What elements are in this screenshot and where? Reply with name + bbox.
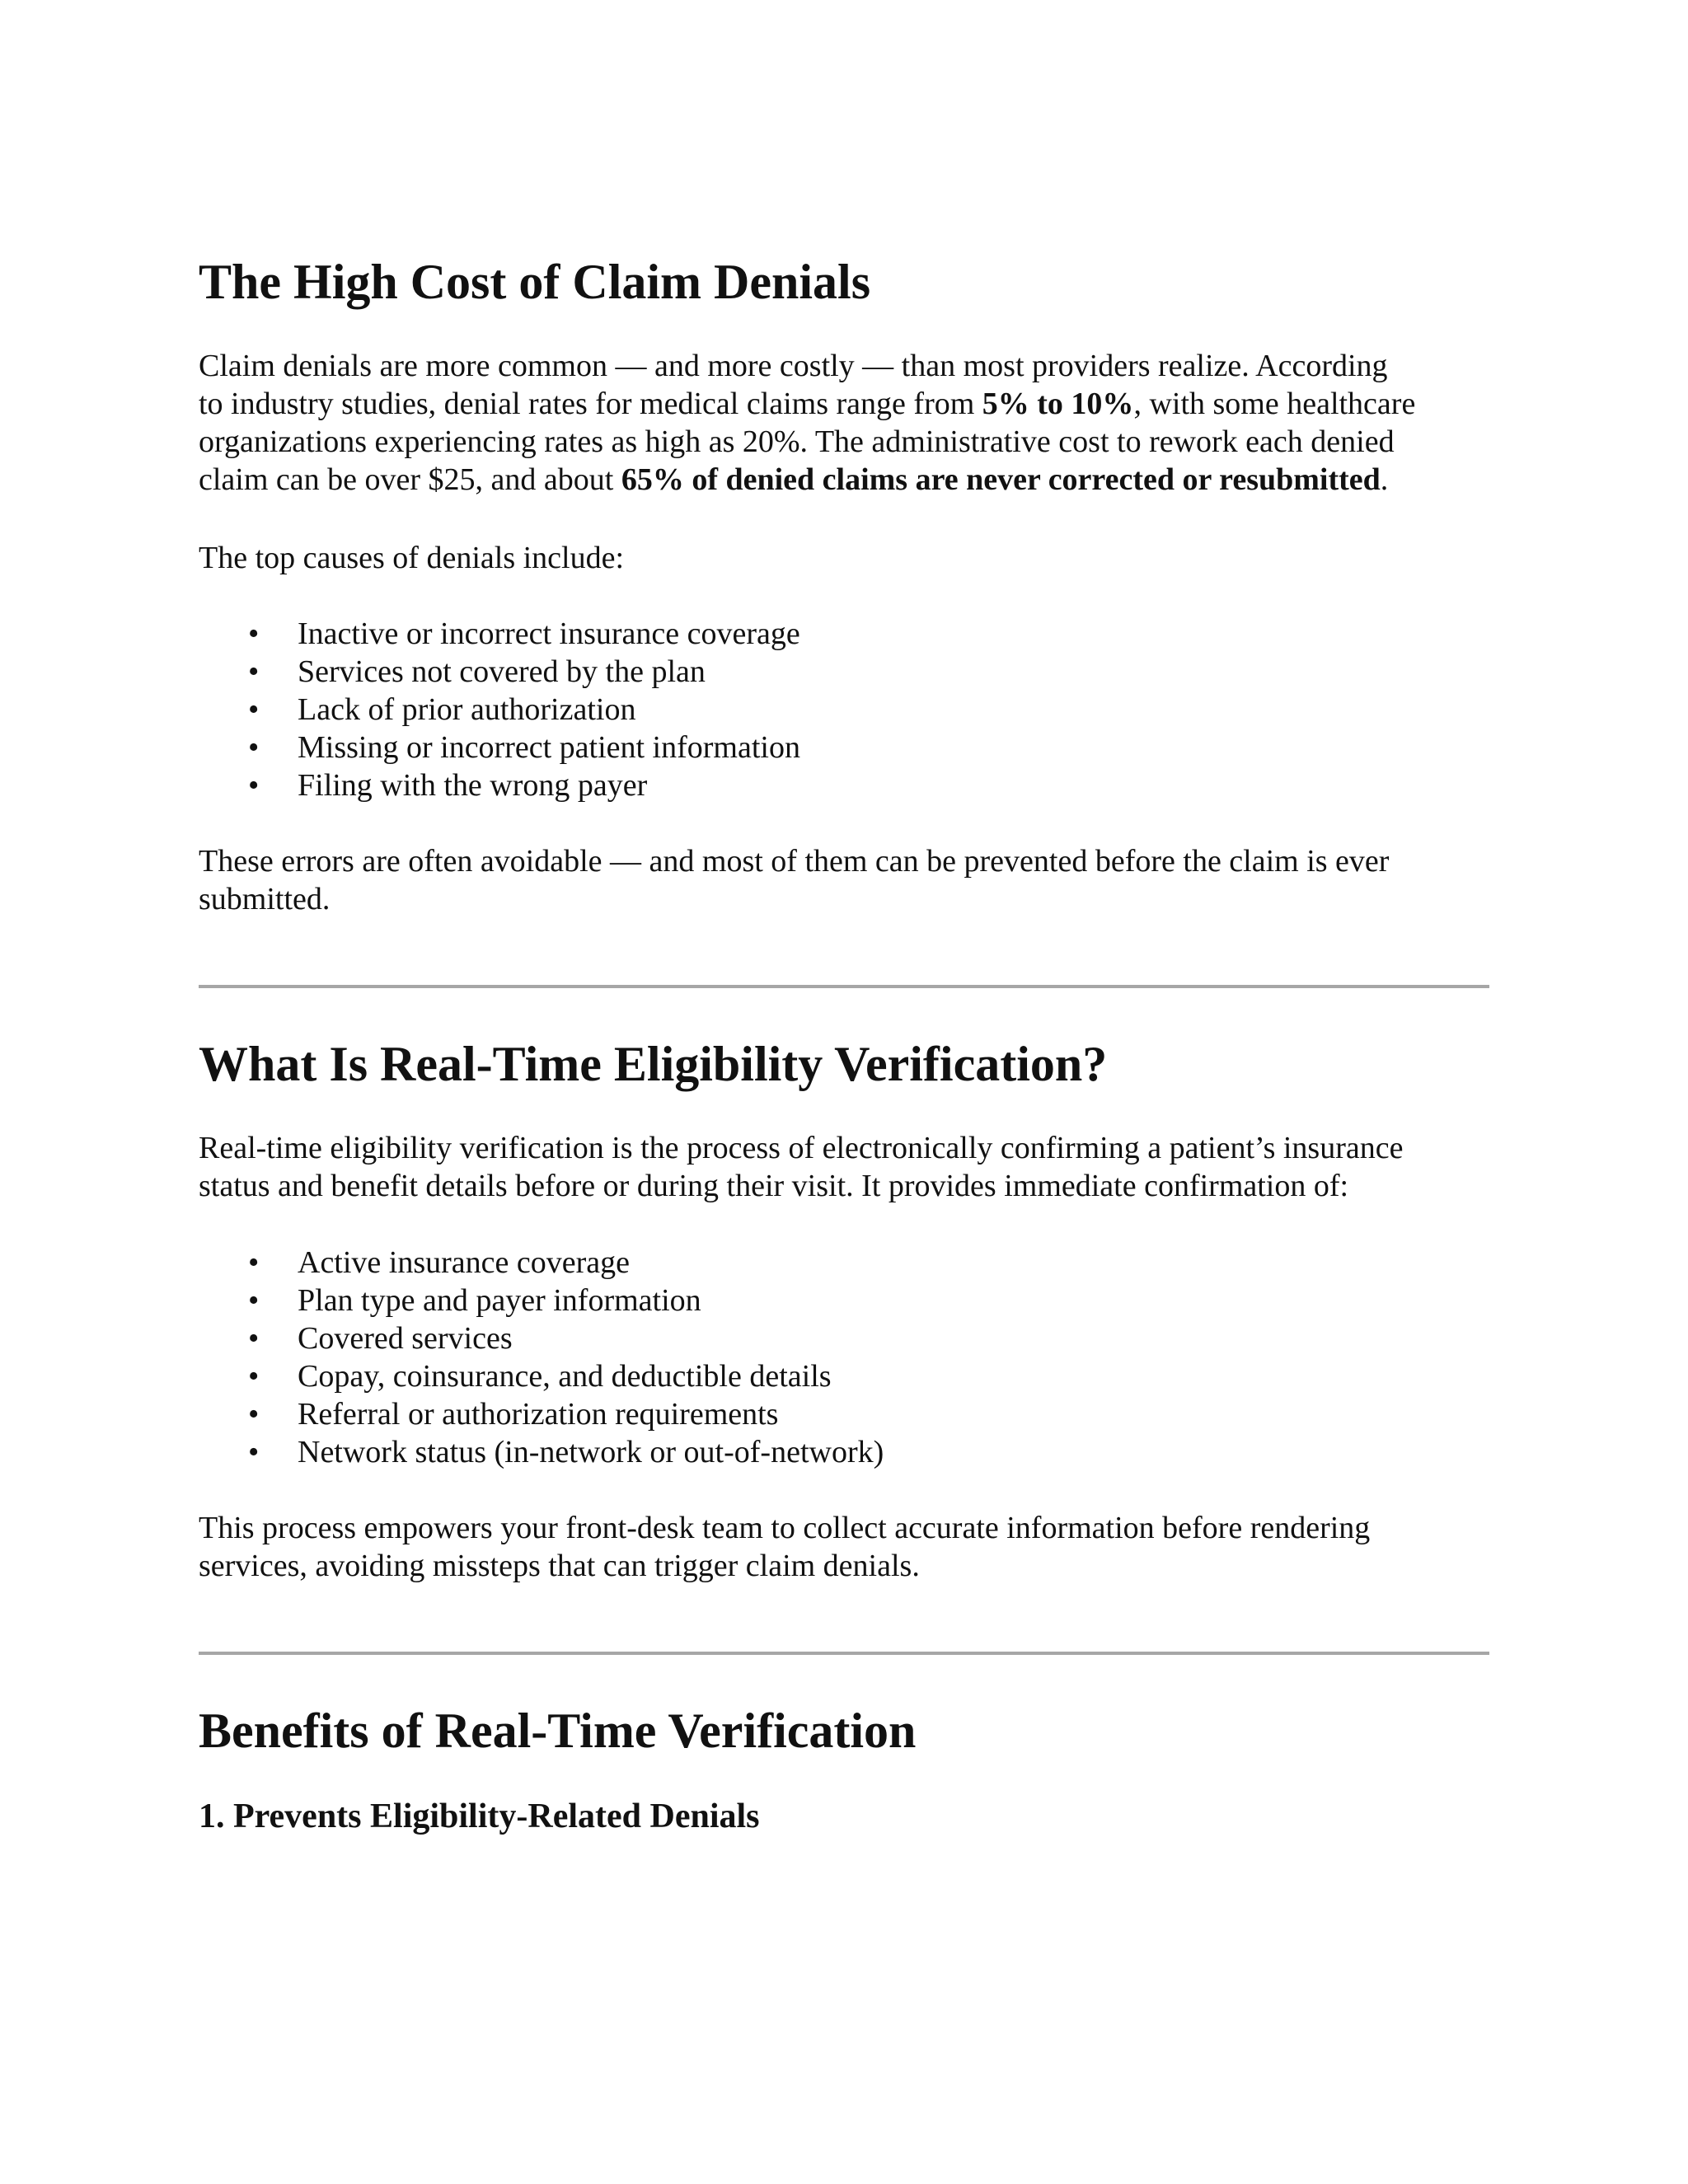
paragraph-line: Claim denials are more common — and more costly — than most providers realize. According — [199, 349, 1388, 383]
text-run: claim can be over $25, and about — [199, 462, 621, 497]
bullet-icon: • — [248, 692, 260, 727]
heading-benefits-of-real-time-verification: Benefits of Real-Time Verification — [199, 1704, 917, 1758]
bullet-icon: • — [248, 768, 260, 803]
bullet-icon: • — [248, 1359, 260, 1394]
list-item-text: Network status (in-network or out-of-network) — [298, 1435, 884, 1469]
text-run: , with some healthcare — [1133, 387, 1416, 421]
bold-text-denial-rate: 5% to 10% — [982, 387, 1134, 421]
paragraph-line: organizations experiencing rates as high as 20%. The administrative cost to rework each denied — [199, 424, 1395, 459]
bullet-icon: • — [248, 1283, 260, 1318]
list-item — [199, 691, 1353, 729]
list-item-text: Inactive or incorrect insurance coverage — [298, 616, 800, 651]
paragraph-line: Real-time eligibility verification is the process of electronically confirming a patient’s insurance — [199, 1131, 1404, 1165]
text-run: . — [1380, 462, 1389, 497]
paragraph-line — [199, 385, 1489, 423]
list-item — [199, 1319, 1353, 1357]
bold-text-never-resubmitted: 65% of denied claims are never corrected or resubmitted — [621, 462, 1381, 497]
list-confirmation-items — [199, 1244, 1353, 1471]
list-item — [199, 1244, 1353, 1282]
paragraph-errors-avoidable — [199, 842, 1489, 918]
bullet-icon: • — [248, 1435, 260, 1469]
list-item-text: Filing with the wrong payer — [298, 768, 648, 803]
paragraph-line: status and benefit details before or during their visit. It provides immediate confirmation of: — [199, 1169, 1349, 1203]
list-item — [199, 1357, 1353, 1395]
list-item-text: Lack of prior authorization — [298, 692, 636, 727]
list-item-text: Copay, coinsurance, and deductible details — [298, 1359, 832, 1394]
list-item — [199, 1282, 1353, 1319]
bullet-icon: • — [248, 654, 260, 689]
paragraph-line: submitted. — [199, 882, 331, 916]
bullet-icon: • — [248, 1397, 260, 1432]
list-item-text: Services not covered by the plan — [298, 654, 706, 689]
paragraph-line: These errors are often avoidable — and most of them can be prevented before the claim is ever — [199, 844, 1390, 879]
list-item-text: Active insurance coverage — [298, 1245, 631, 1280]
subheading-prevents-eligibility-denials: 1. Prevents Eligibility-Related Denials — [199, 1797, 760, 1835]
horizontal-divider — [199, 1652, 1489, 1655]
bullet-icon: • — [248, 730, 260, 765]
list-item-text: Plan type and payer information — [298, 1283, 701, 1318]
list-item — [199, 766, 1353, 804]
bullet-icon: • — [248, 1321, 260, 1356]
paragraph-top-causes-intro: The top causes of denials include: — [199, 541, 625, 575]
list-item-text: Missing or incorrect patient information — [298, 730, 800, 765]
heading-high-cost-of-claim-denials: The High Cost of Claim Denials — [199, 255, 871, 309]
paragraph-claim-denials-intro — [199, 347, 1489, 499]
list-item — [199, 1395, 1353, 1433]
horizontal-divider — [199, 985, 1489, 988]
paragraph-process-empowers — [199, 1509, 1489, 1585]
list-item — [199, 729, 1353, 766]
heading-what-is-real-time-eligibility: What Is Real-Time Eligibility Verification? — [199, 1037, 1108, 1091]
bullet-icon: • — [248, 1245, 260, 1280]
text-run: to industry studies, denial rates for medical claims range from — [199, 387, 982, 421]
paragraph-verification-definition — [199, 1129, 1489, 1205]
paragraph-line: services, avoiding missteps that can trigger claim denials. — [199, 1549, 920, 1583]
list-item — [199, 615, 1353, 653]
paragraph-line: This process empowers your front-desk team to collect accurate information before rendering — [199, 1511, 1371, 1545]
list-item — [199, 653, 1353, 691]
paragraph-line — [199, 461, 1489, 499]
list-item-text: Referral or authorization requirements — [298, 1397, 779, 1432]
list-item — [199, 1433, 1353, 1471]
list-denial-causes — [199, 615, 1353, 804]
list-item-text: Covered services — [298, 1321, 513, 1356]
bullet-icon: • — [248, 616, 260, 651]
